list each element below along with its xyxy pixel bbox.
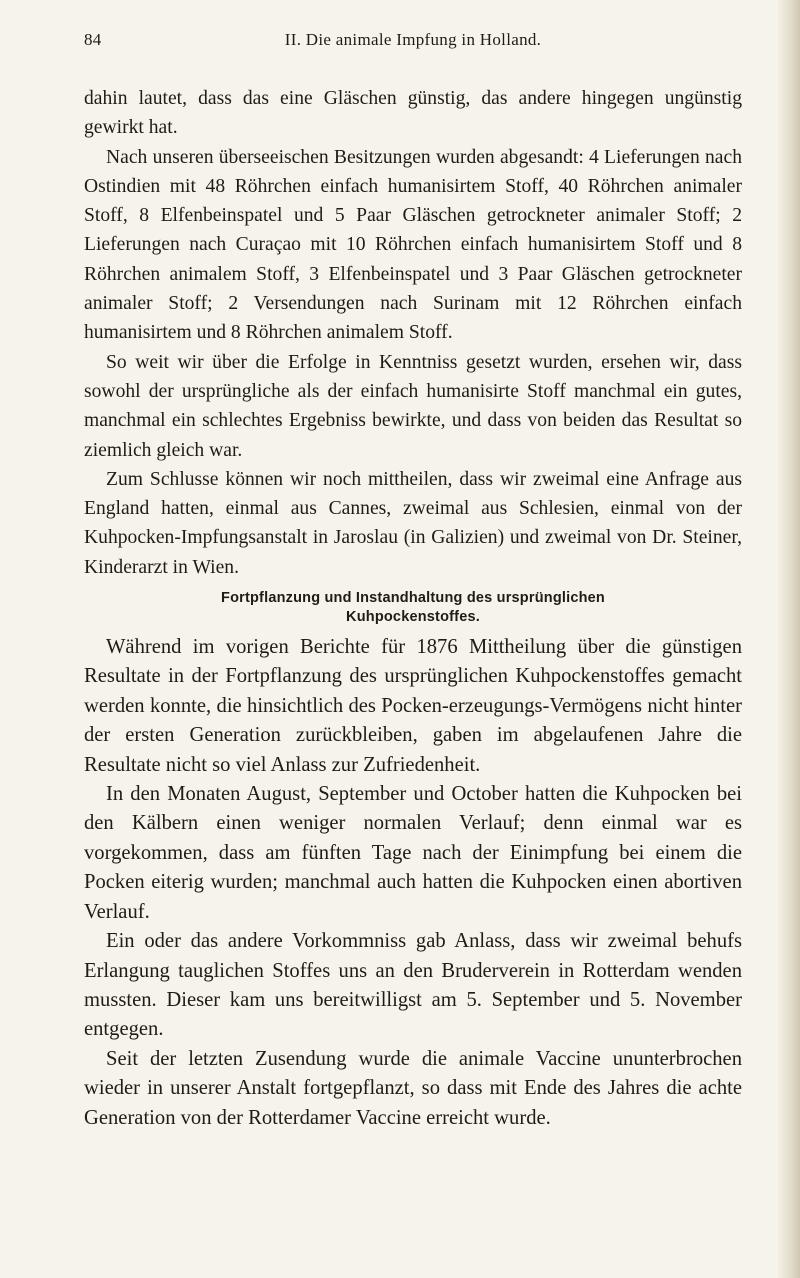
body-text-lower bbox=[84, 633, 742, 1133]
paragraph-shipments: Nach unseren überseeischen Besitzungen wurden abgesandt: 4 Lieferungen nach Ostindien mit 48 Röhrchen einfach humanisirtem Stoff, 40 Röhrchen animaler Stoff, 8 Elfenbeinspatel und 5 Paar Gläschen getrockneter animaler Stoff; 2 Lieferungen nach Curaçao mit 10 Röhrchen einfach humanisirtem Stoff und 8 Röhrchen animalem Stoff, 3 Elfenbeinspatel und 3 Paar Gläschen getrockneter animaler Stoff; 2 Versendungen nach Surinam mit 12 Röhrchen einfach humanisirtem und 8 Röhrchen animalem Stoff. bbox=[84, 146, 742, 344]
running-title: II. Die animale Impfung in Holland. bbox=[284, 30, 542, 49]
paragraph-previous-report: Während im vorigen Berichte für 1876 Mittheilung über die günstigen Resultate in der Fortpflanzung des ursprünglichen Kuhpockenstoffes gemacht werden konnte, die hinsichtlich des Pocken-erzeugungs-Vermögens nicht hinter der ersten Generation zurückbleiben, gaben im abgelaufenen Jahre die Resultate nicht so viel Anlass zur Zufriedenheit. bbox=[84, 636, 742, 776]
section-heading bbox=[84, 589, 742, 627]
paragraph-months: In den Monaten August, September und October hatten die Kuhpocken bei den Kälbern einen weniger normalen Verlauf; denn einmal war es vorgekommen, dass am fünften Tage nach der Einimpfung bei einem die Pocken eiterig wurden; manchmal auch hatten die Kuhpocken einen abortiven Verlauf. bbox=[84, 783, 742, 923]
paragraph-results: So weit wir über die Erfolge in Kenntniss gesetzt wurden, ersehen wir, dass sowohl der ursprüngliche als der einfach humanisirte Stoff manchmal ein gutes, manchmal ein schlechtes Ergebniss bewirkte, und dass von beiden das Resultat so ziemlich gleich war. bbox=[84, 351, 742, 461]
page-number: 84 bbox=[84, 30, 102, 49]
book-page bbox=[84, 30, 742, 1133]
body-text-upper bbox=[84, 84, 742, 582]
paragraph-continuation: dahin lautet, dass das eine Gläschen günstig, das andere hingegen ungünstig gewirkt hat. bbox=[84, 88, 742, 139]
paragraph-inquiries: Zum Schlusse können wir noch mittheilen, dass wir zweimal eine Anfrage aus England hatten, einmal aus Cannes, zweimal aus Schlesien, einmal von der Kuhpocken-Impfungsanstalt in Jaroslau (in Galizien) und zweimal von Dr. Steiner, Kinderarzt in Wien. bbox=[84, 468, 742, 578]
section-heading-line-1: Fortpflanzung und Instandhaltung des ursprünglichen bbox=[221, 590, 605, 607]
paragraph-generation: Seit der letzten Zusendung wurde die animale Vaccine ununterbrochen wieder in unserer Anstalt fortgepflanzt, so dass mit Ende des Jahres die achte Generation von der Rotterdamer Vaccine erreicht wurde. bbox=[84, 1047, 742, 1129]
section-heading-line-2: Kuhpockenstoffes. bbox=[346, 609, 480, 626]
page-edge-shadow bbox=[778, 0, 800, 1278]
running-head bbox=[84, 30, 742, 60]
paragraph-rotterdam: Ein oder das andere Vorkommniss gab Anlass, dass wir zweimal behufs Erlangung tauglichen Stoffes uns an den Bruderverein in Rotterdam wenden mussten. Dieser kam uns bereitwilligst am 5. September und 5. November entgegen. bbox=[84, 930, 742, 1041]
